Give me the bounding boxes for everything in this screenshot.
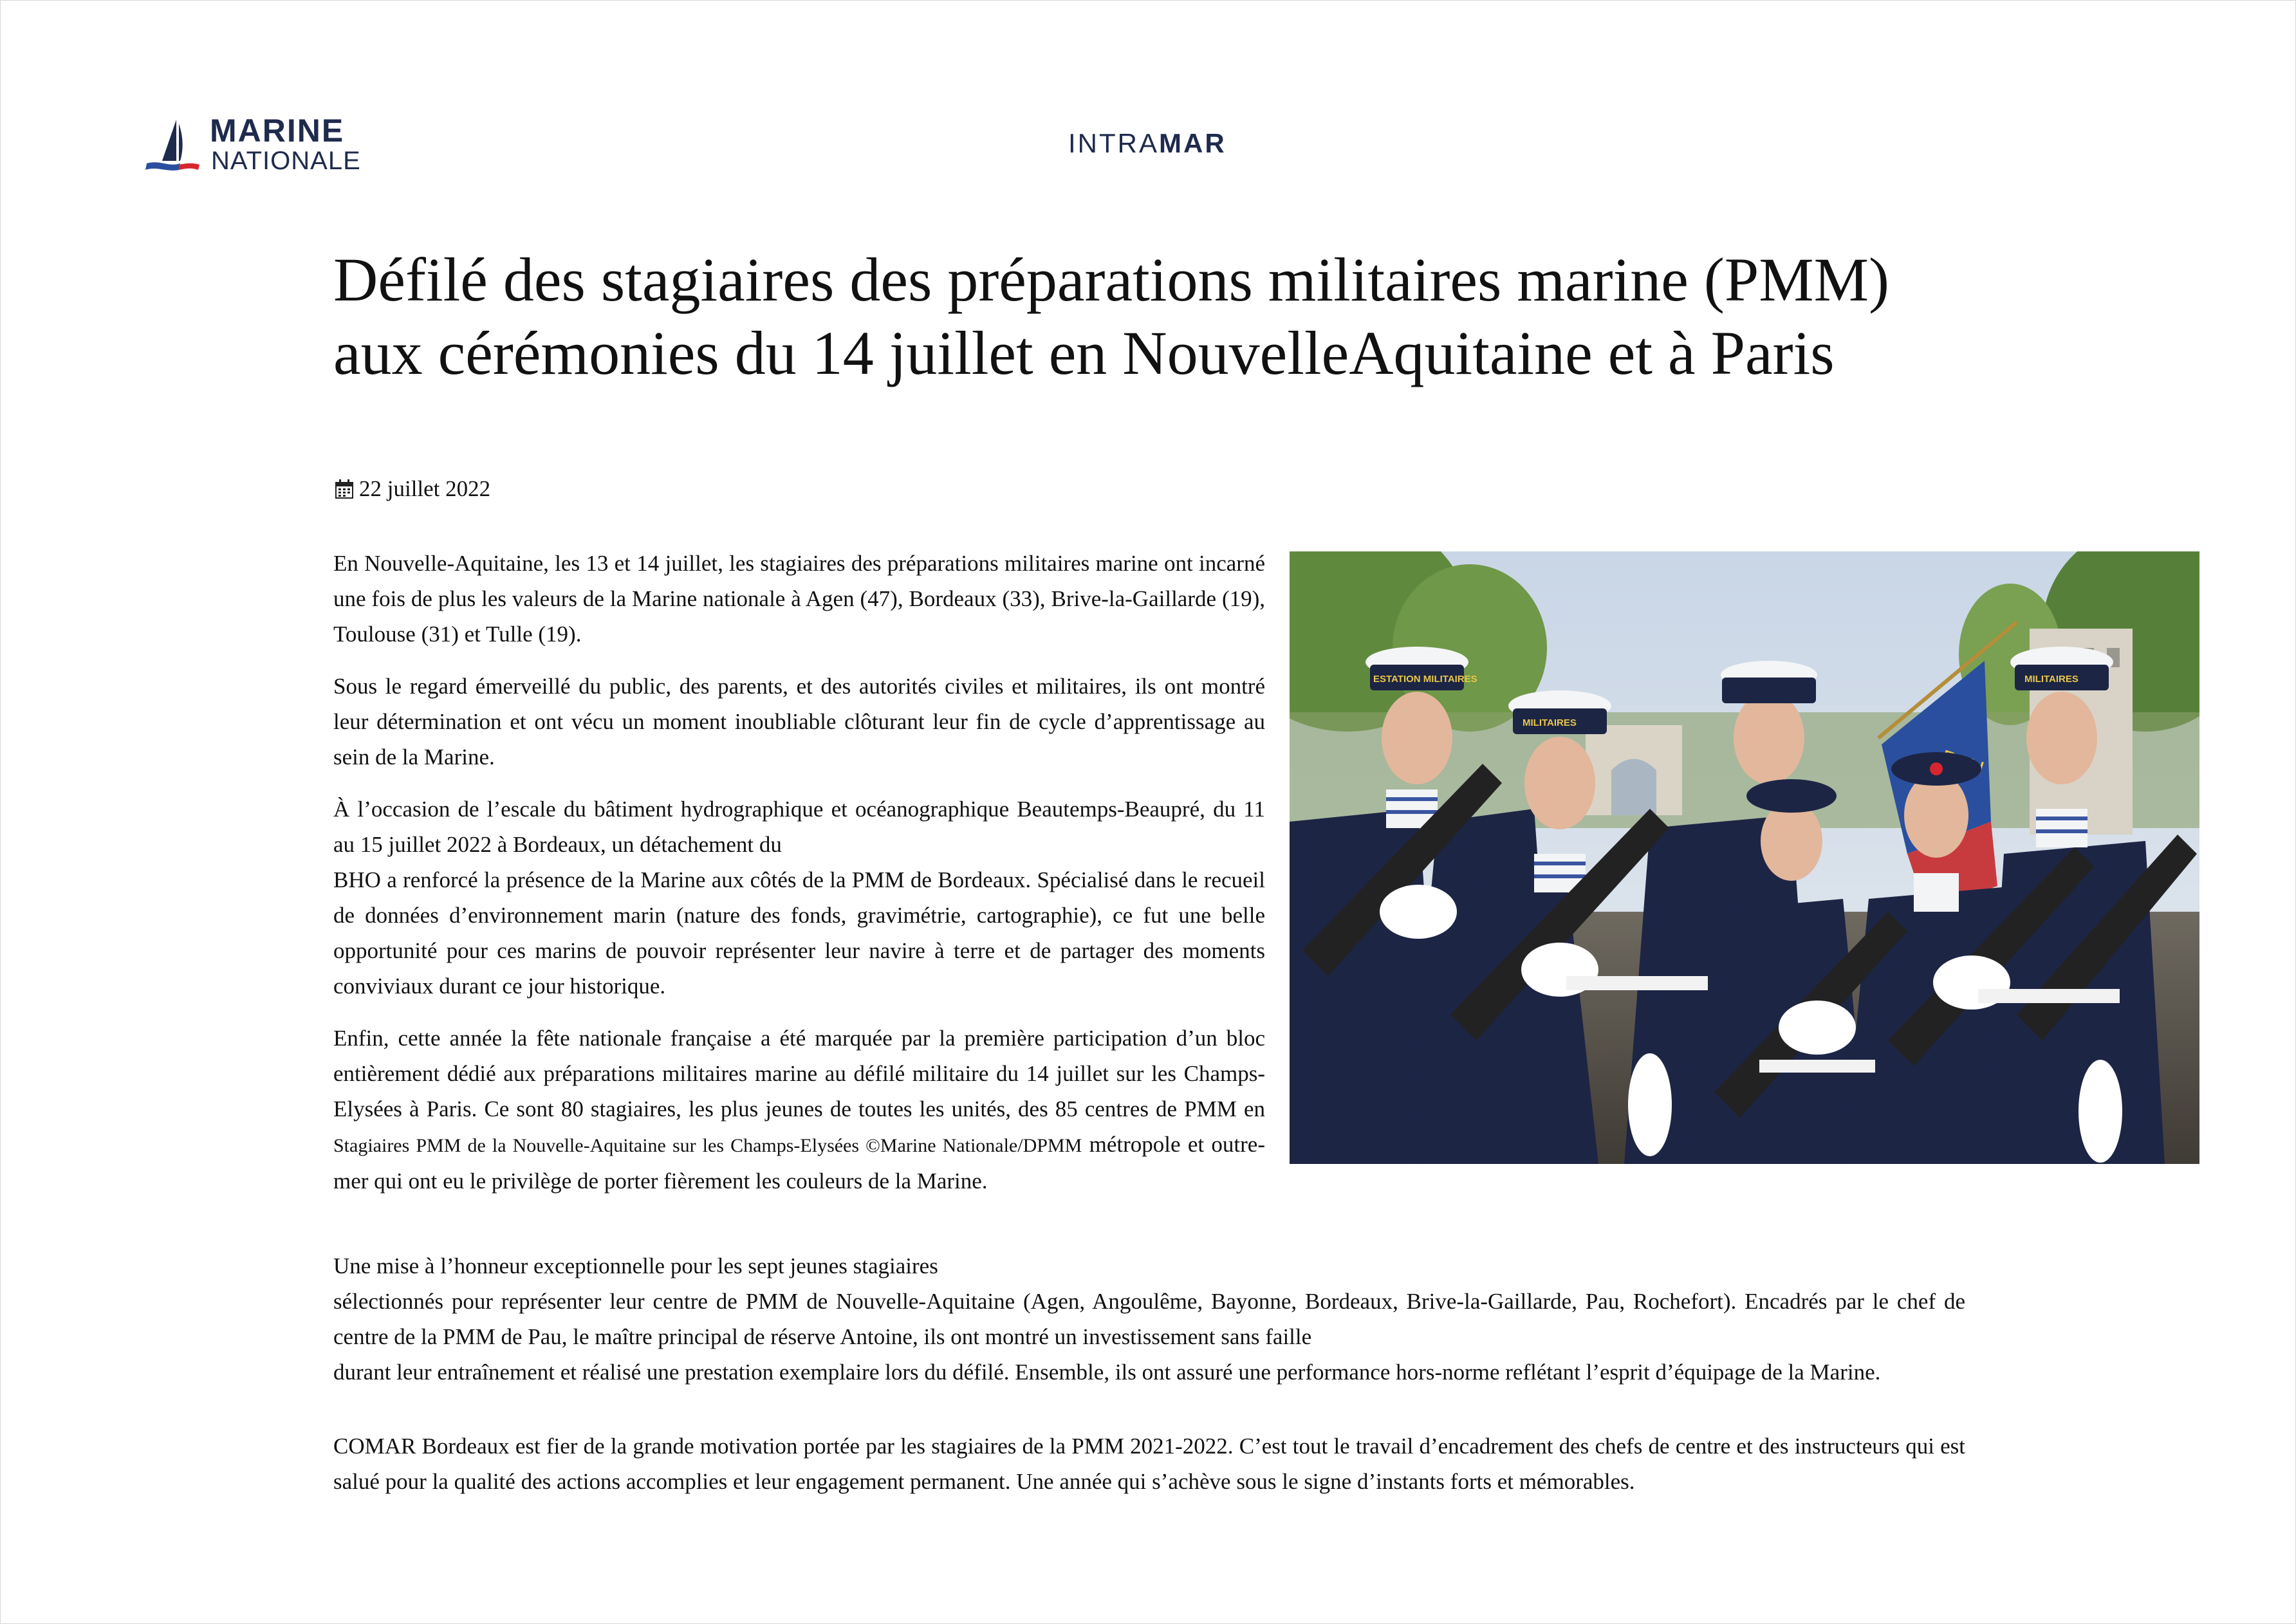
sail-logo-icon (143, 116, 202, 175)
paragraph-5-part-a: Une mise à l’honneur exceptionnelle pour les sept jeunes stagiaires (333, 1253, 938, 1278)
article-body-full (333, 1248, 1965, 1499)
calendar-icon (335, 479, 354, 499)
brand-mar: MAR (1159, 128, 1227, 158)
logo-text-nationale: NATIONALE (211, 147, 361, 175)
paragraph-6: COMAR Bordeaux est fier de la grande motivation portée par les stagiaires de la PMM 2021-2022. C’est tout le travail d’encadrement des chefs de centre et des instructeurs qui est salué pour la qualité des actions accomplies et leur engagement permanent. Une année qui s’achève sous le signe d’instants forts et mémorables. (333, 1434, 1965, 1494)
cap-text-3: ESTATION MILITAIRES (1373, 674, 1477, 685)
cap-text-1: MILITAIRES (1523, 717, 1577, 728)
paragraph-5-part-c: durant leur entraînement et réalisé une prestation exemplaire lors du défilé. Ensemble, ils ont assuré une performance hors-norme reflétant l’esprit d’équipage de la Marine. (333, 1360, 1881, 1385)
photo-illustration (1290, 551, 2199, 1164)
article-date (335, 473, 490, 505)
paragraph-4 (333, 1020, 1265, 1199)
article-title: Défilé des stagiaires des préparations militaires marine (PMM) aux cérémonies du 14 juillet en NouvelleAquitaine et à Paris (333, 245, 1889, 387)
date-text: 22 juillet 2022 (359, 476, 491, 501)
paragraph-5 (333, 1248, 1965, 1390)
article-body-column (333, 546, 1265, 1215)
marine-nationale-logo[interactable] (143, 113, 362, 178)
photo-caption: Stagiaires PMM de la Nouvelle-Aquitaine sur les Champs-Elysées ©Marine Nationale/DPMM (333, 1135, 1082, 1156)
brand-intra: INTRA (1068, 128, 1159, 158)
paragraph-4-before: Enfin, cette année la fête nationale française a été marquée par la première participation d’un bloc entièrement dédié aux préparations militaires marine au défilé militaire du 14 juillet sur les Champs-Elysées à Paris. Ce sont 80 stagiaires, les plus jeunes de toutes les unités, des 85 centres de PMM en (333, 1026, 1265, 1121)
paragraph-3-part-b: BHO a renforcé la présence de la Marine aux côtés de la PMM de Bordeaux. Spécialisé dans le recueil de données d’environnement marin (nature des fonds, gravimétrie, cartographie), ce fut une belle opportunité pour ces marins de pouvoir représenter leur navire à terre et de partager des moments conviviaux durant ce jour historique. (333, 867, 1265, 999)
cap-text-2: MILITAIRES (2024, 674, 2078, 685)
paragraph-3-part-a: À l’occasion de l’escale du bâtiment hydrographique et océanographique Beautemps-Beaupré, du 11 au 15 juillet 2022 à Bordeaux, un détachement du (333, 797, 1265, 857)
paragraph-3 (333, 791, 1265, 1004)
logo-text-marine: MARINE (210, 113, 345, 149)
paragraph-2: Sous le regard émerveillé du public, des parents, et des autorités civiles et militaires, ils ont montré leur détermination et ont vécu un moment inoubliable clôturant leur fin de cycle d’apprentissage au sein de la Marine. (333, 674, 1265, 770)
paragraph-4-after: métropole et outre-mer qui ont eu le privilège de porter fièrement les couleurs de la Marine. (333, 1132, 1265, 1194)
intramar-brand[interactable] (1068, 127, 1227, 160)
article-photo[interactable] (1290, 551, 2199, 1164)
paragraph-1: En Nouvelle-Aquitaine, les 13 et 14 juillet, les stagiaires des préparations militaires marine ont incarné une fois de plus les valeurs de la Marine nationale à Agen (47), Bordeaux (33), Brive-la-Gaillarde (19), Toulouse (31) et Tulle (19). (333, 551, 1265, 647)
paragraph-5-part-b: sélectionnés pour représenter leur centre de PMM de Nouvelle-Aquitaine (Agen, Angoulême, Bayonne, Bordeaux, Brive-la-Gaillarde, Pau, Rochefort). Encadrés par le chef de centre de la PMM de Pau, le maître principal de réserve Antoine, ils ont montré un investissement sans faille (333, 1289, 1965, 1349)
